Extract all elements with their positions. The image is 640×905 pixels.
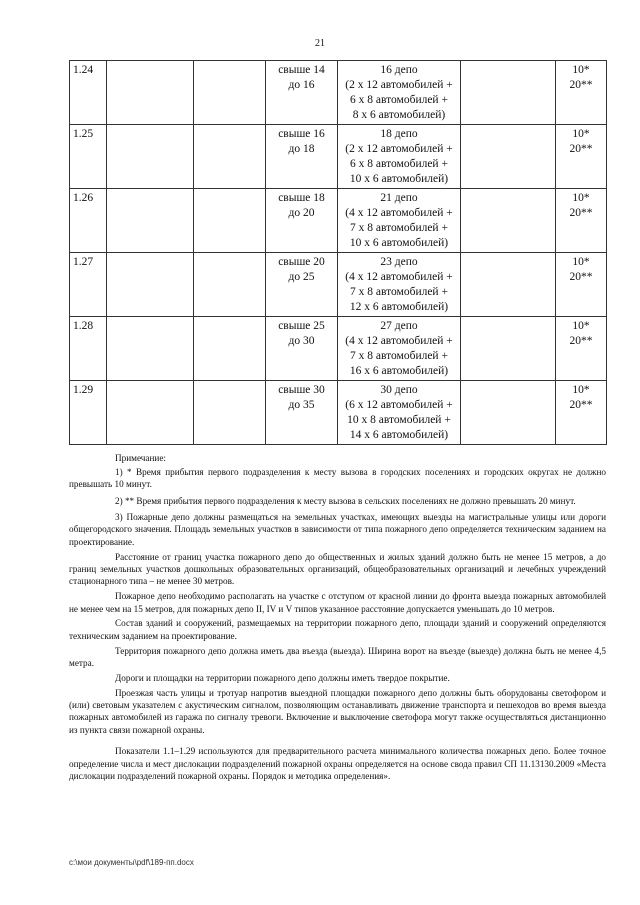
note-paragraph: Территория пожарного депо должна иметь два въезда (выезда). Ширина ворот на въезде (выезде) должна быть не менее 4,5 метра. xyxy=(69,645,606,669)
row-number: 1.29 xyxy=(70,381,107,445)
depot-count-line: 27 депо xyxy=(380,320,418,332)
population-range-cell xyxy=(266,317,338,381)
empty-merged-cell xyxy=(107,317,194,381)
arrival-time-line: 20** xyxy=(569,399,593,411)
note-paragraph: 2) ** Время прибытия первого подразделения к месту вызова в сельских поселениях не должно превышать 20 минут. xyxy=(115,495,576,506)
arrival-time-line: 10* xyxy=(572,384,590,396)
depot-count-line: 7 х 8 автомобилей + xyxy=(350,286,448,298)
depot-count-line: 12 х 6 автомобилей) xyxy=(349,301,449,313)
arrival-time-cell xyxy=(556,381,607,445)
arrival-time-line: 10* xyxy=(572,64,590,76)
depot-count-cell xyxy=(338,317,461,381)
population-range-line: до 16 xyxy=(288,79,315,91)
depot-count-cell xyxy=(338,381,461,445)
depot-count-cell xyxy=(338,189,461,253)
depot-count-line: 16 х 6 автомобилей) xyxy=(349,365,449,377)
note-paragraph: 3) Пожарные депо должны размещаться на земельных участках, имеющих выезды на магистральные улицы или дороги общегородского значения. Площадь земельных участков в зависимости от типа пожарного депо определяется техническим заданием на проектирование. xyxy=(69,512,606,547)
empty-merged-cell xyxy=(194,125,266,189)
population-range-cell xyxy=(266,189,338,253)
arrival-time-line: 10* xyxy=(572,192,590,204)
depot-count-line: 10 х 6 автомобилей) xyxy=(349,173,449,185)
arrival-time-line: 20** xyxy=(569,335,593,347)
empty-merged-cell xyxy=(194,381,266,445)
empty-cell xyxy=(461,253,556,317)
depot-count-line: 21 депо xyxy=(380,192,418,204)
depot-count-line: 30 депо xyxy=(380,384,418,396)
population-range-cell xyxy=(266,253,338,317)
empty-cell xyxy=(461,317,556,381)
population-range-line: до 30 xyxy=(288,335,315,347)
table-row xyxy=(70,317,607,381)
depot-count-line: (4 х 12 автомобилей + xyxy=(345,207,453,219)
note-paragraph: Дороги и площадки на территории пожарного депо должны иметь твердое покрытие. xyxy=(115,672,450,683)
empty-cell xyxy=(461,61,556,125)
row-number: 1.24 xyxy=(70,61,107,125)
depot-count-cell xyxy=(338,125,461,189)
depot-count-line: (4 х 12 автомобилей + xyxy=(345,271,453,283)
empty-merged-cell xyxy=(107,253,194,317)
empty-merged-cell xyxy=(194,189,266,253)
population-range-line: свыше 18 xyxy=(278,192,325,204)
note-paragraph: Пожарное депо необходимо располагать на участке с отступом от красной линии до фронта выезда пожарных автомобилей не менее чем на 15 метров, для пожарных депо II, IV и V типов указанное расстояние допускается уменьшать до 10 метров. xyxy=(69,591,606,614)
depot-count-line: 18 депо xyxy=(380,128,418,140)
arrival-time-line: 10* xyxy=(572,320,590,332)
arrival-time-line: 20** xyxy=(569,79,593,91)
empty-cell xyxy=(461,381,556,445)
arrival-time-cell xyxy=(556,317,607,381)
row-number: 1.26 xyxy=(70,189,107,253)
table-row xyxy=(70,189,607,253)
depot-count-line: 23 депо xyxy=(380,256,418,268)
table-row xyxy=(70,61,607,125)
footer-file-path: c:\мои документы\pdf\189-пп.docx xyxy=(69,858,194,867)
population-range-line: свыше 30 xyxy=(278,384,325,396)
empty-merged-cell xyxy=(107,125,194,189)
depot-count-line: 7 х 8 автомобилей + xyxy=(350,350,448,362)
arrival-time-cell xyxy=(556,189,607,253)
depot-count-cell xyxy=(338,61,461,125)
arrival-time-cell xyxy=(556,125,607,189)
depot-count-line: (2 х 12 автомобилей + xyxy=(345,79,453,91)
row-number: 1.27 xyxy=(70,253,107,317)
depot-count-line: 6 х 8 автомобилей + xyxy=(350,94,448,106)
arrival-time-cell xyxy=(556,253,607,317)
population-range-cell xyxy=(266,61,338,125)
arrival-time-line: 20** xyxy=(569,207,593,219)
depot-count-line: 10 х 6 автомобилей) xyxy=(349,237,449,249)
empty-merged-cell xyxy=(194,317,266,381)
depot-count-line: 7 х 8 автомобилей + xyxy=(350,222,448,234)
note-paragraph: Показатели 1.1–1.29 используются для предварительного расчета минимального количества пожарных депо. Более точное определение числа и мест дислокации подразделений пожарной охраны определяется на основе свода правил СП 11.13130.2009 «Места дислокации подразделений пожарной охраны. Порядок и методика определения». xyxy=(69,746,606,782)
population-range-line: до 20 xyxy=(288,207,315,219)
population-range-line: свыше 25 xyxy=(278,320,325,332)
table-row xyxy=(70,125,607,189)
arrival-time-cell xyxy=(556,61,607,125)
arrival-time-line: 10* xyxy=(572,128,590,140)
population-range-line: свыше 14 xyxy=(278,64,325,76)
note-title: Примечание: xyxy=(115,453,166,463)
note-paragraph: Состав зданий и сооружений, размещаемых на территории пожарного депо, площади зданий и сооружений определяются техническим заданием на проектирование. xyxy=(69,618,606,641)
empty-cell xyxy=(461,125,556,189)
arrival-time-line: 10* xyxy=(572,256,590,268)
empty-merged-cell xyxy=(107,61,194,125)
depot-count-cell xyxy=(338,253,461,317)
fire-depot-table xyxy=(69,60,607,445)
table-row xyxy=(70,381,607,445)
population-range-line: до 35 xyxy=(288,399,315,411)
population-range-line: свыше 16 xyxy=(278,128,325,140)
depot-count-line: (6 х 12 автомобилей + xyxy=(345,399,453,411)
notes-section xyxy=(69,452,606,785)
note-paragraph: Проезжая часть улицы и тротуар напротив выездной площадки пожарного депо должны быть оборудованы светофором и (или) световым указателем с акустическим сигналом, позволяющим останавливать движение транспорта и пешеходов во время выезда пожарных автомобилей из гаража по сигналу тревоги. Включение и выключение светофора могут также осуществляться дистанционно из пункта связи пожарной охраны. xyxy=(69,687,606,735)
row-number: 1.28 xyxy=(70,317,107,381)
depot-count-line: 16 депо xyxy=(380,64,418,76)
note-paragraph: Расстояние от границ участка пожарного депо до общественных и жилых зданий должно быть не менее 15 метров, а до границ земельных участков дошкольных образовательных организаций, общеобразовательных организаций и лечебных учреждений стационарного типа – не менее 30 метров. xyxy=(69,551,606,587)
depot-count-line: 6 х 8 автомобилей + xyxy=(350,158,448,170)
arrival-time-line: 20** xyxy=(569,143,593,155)
empty-merged-cell xyxy=(194,61,266,125)
population-range-cell xyxy=(266,381,338,445)
population-range-line: свыше 20 xyxy=(278,256,325,268)
empty-merged-cell xyxy=(107,381,194,445)
population-range-line: до 25 xyxy=(288,271,315,283)
arrival-time-line: 20** xyxy=(569,271,593,283)
depot-count-line: 10 х 8 автомобилей + xyxy=(347,414,451,426)
empty-merged-cell xyxy=(107,189,194,253)
depot-count-line: (4 х 12 автомобилей + xyxy=(345,335,453,347)
empty-merged-cell xyxy=(194,253,266,317)
depot-count-line: (2 х 12 автомобилей + xyxy=(345,143,453,155)
depot-count-line: 14 х 6 автомобилей) xyxy=(349,429,449,441)
population-range-line: до 18 xyxy=(288,143,315,155)
row-number: 1.25 xyxy=(70,125,107,189)
empty-cell xyxy=(461,189,556,253)
population-range-cell xyxy=(266,125,338,189)
note-paragraph: 1) * Время прибытия первого подразделения к месту вызова в городских поселениях и городских округах не должно превышать 10 минут. xyxy=(69,466,606,490)
page-number: 21 xyxy=(315,38,325,49)
table-row xyxy=(70,253,607,317)
depot-count-line: 8 х 6 автомобилей) xyxy=(352,109,446,121)
